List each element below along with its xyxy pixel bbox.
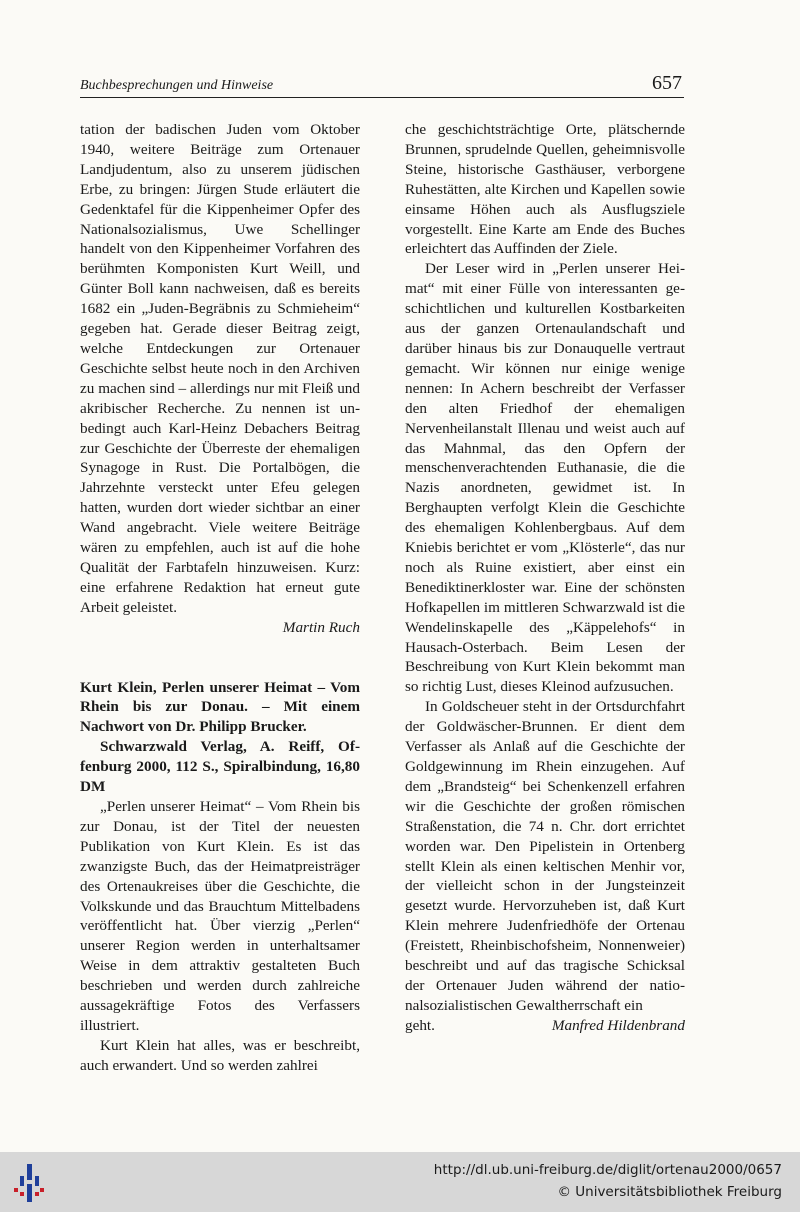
viewer-footer (0, 1152, 800, 1212)
signature-manfred-hildenbrand: Manfred Hildenbrand (551, 1016, 685, 1034)
right-column (405, 120, 685, 1036)
page-number: 657 (652, 72, 682, 94)
copyright-notice: © Universitätsbibliothek Freiburg (557, 1184, 782, 1200)
paragraph: Der Leser wird in „Perlen unserer Heimat“ mit einer Fülle von interessanten geschichtlichen und kulturellen Kostbarkeiten aus der ganzen Ortenaulandschaft und darüber hinaus bis zur Donauquelle vertraut gemacht. Wir können nur einige wenige nennen: In Achern beschreibt der Verfasser den alten Friedhof der ehemaligen Nervenheilanstalt Illenau und weist auch auf das Mahnmal, das den Opfern der menschenverachtenden Euthanasie, die die Nazis anordneten, gewidmet ist. In Berghaupten verfolgt Klein die Geschichte des ehemaligen Kohlenbergbaus. Auf dem Kniebis berichtet er vom „Klösterle“, das nur noch als Ruine existiert, aber einst ein Benediktinerkloster war. Eine der schönsten Hofkapellen im mittleren Schwarzwald ist die Wendelinskapelle des „Käppelehofs“ in Hausach-Osterbach. Beim Lesen der Beschreibung von Kurt Klein bekommt man so richtig Lust, dieses Kleinod aufzusuchen. (405, 260, 685, 696)
paragraph: che geschichtsträchtige Orte, plätschernde Brunnen, sprudelnde Quellen, geheimnisvolle Steine, historische Gasthäuser, verborgene Ruhestätten, alte Kirchen und Kapellen sowie einsame Höhen auch als Ausflugsziele vorgestellt. Eine Karte am Ende des Buches erleichtert das Auffinden der Ziele. (405, 121, 685, 258)
permalink-link[interactable]: http://dl.ub.uni-freiburg.de/diglit/ortenau2000/0657 (433, 1162, 782, 1178)
paragraph: tation der badischen Juden vom Oktober 1940, weitere Beiträge zum Ortenauer Landjudentum, also zu unserem jüdischen Erbe, zu bringen: Jürgen Stude erläutert die Gedenktafel für die Kippenheimer Opfer des Nationalsozialismus, Uwe Schellinger handelt von den Kippenheimer Vorfahren des berühmten Komponisten Kurt Weill, und Günter Boll kann nachweisen, daß es bereits 1682 ein „Juden-Begräbnis zu Schmieheim“ gegeben hat. Gerade dieser Beitrag zeigt, welche Entdeckungen zur Ortenauer Geschichte selbst heute noch in den Archiven zu machen sind – allerdings nur mit Fleiß und akribischer Recherche. Zu nennen ist unbedingt auch Karl-Heinz Debachers Beitrag zur Geschichte der Überreste der ehemaligen Synagoge in Rust. Die Portalbögen, die Jahrzehnte versteckt unter Efeu gelegen hatten, wurden dort wieder sichtbar an einer Wand angebracht. Viele weitere Beiträge wären zu empfehlen, auch ist auf die hohe Qualität der Farbtafeln hinzuweisen. Kurz: eine erfahrene Redaktion hat erneut gute Arbeit geleistet. (80, 121, 360, 616)
last-word: geht. (405, 1016, 435, 1034)
review-heading (80, 678, 360, 797)
paragraph: In Goldscheuer steht in der Ortsdurchfahrt der Goldwäscher-Brunnen. Er dient dem Verfasser als Anlaß auf die Geschichte der Goldgewinnung im Rhein einzugehen. Auf dem „Brandsteig“ bei Schenkenzell erfahren wir die Geschichte der großen römischen Straßenstation, die 74 n. Chr. dort errichtet worden war. Den Pipelistein in Ortenberg stellt Klein als einen keltischen Menhir vor, der vielleicht schon in der Jungsteinzeit gesetzt wurde. Hervorzuheben ist, daß Kurt Klein mehrere Judenfriedhöfe der Ortenau (Freistett, Rheinbischofsheim, Nonnenweier) beschreibt und auf das tragische Schicksal der Ortenauer Juden während der nationalsozialistischen Gewaltherrschaft ein (405, 698, 685, 1014)
review-publisher: Schwarzwald Verlag, A. Reiff, Offenburg 2000, 112 S., Spiralbindung, 16,80 DM (80, 738, 360, 796)
left-column (80, 120, 360, 1076)
paragraph: Kurt Klein hat alles, was er beschreibt, auch erwandert. Und so werden zahlrei (80, 1036, 360, 1074)
paragraph: „Perlen unserer Heimat“ – Vom Rhein bis zur Donau, ist der Titel der neuesten Publikation von Kurt Klein. Es ist das zwanzigste Buch, das der Heimatpreisträger des Ortenaukreises über die Geschichte, die Volkskunde und das Brauchtum Mittelbadens veröffentlicht hat. Über vierzig „Perlen“ unserer Region werden in unterhaltsamer Weise in dem attraktiv gestalteten Buch beschrieben und werden durch zahlreiche aussagekräftige Fotos des Verfassers illustriert. (80, 798, 360, 1034)
review-title: Kurt Klein, Perlen unserer Heimat – Vom Rhein bis zur Donau. – Mit einem Nachwort von Dr. Philipp Brucker. (80, 678, 360, 736)
closing-line (405, 1016, 685, 1036)
running-head: Buchbesprechungen und Hinweise (80, 78, 274, 93)
header-rule (80, 97, 684, 98)
signature-martin-ruch: Martin Ruch (282, 618, 360, 636)
ub-freiburg-logo-icon (12, 1162, 46, 1204)
